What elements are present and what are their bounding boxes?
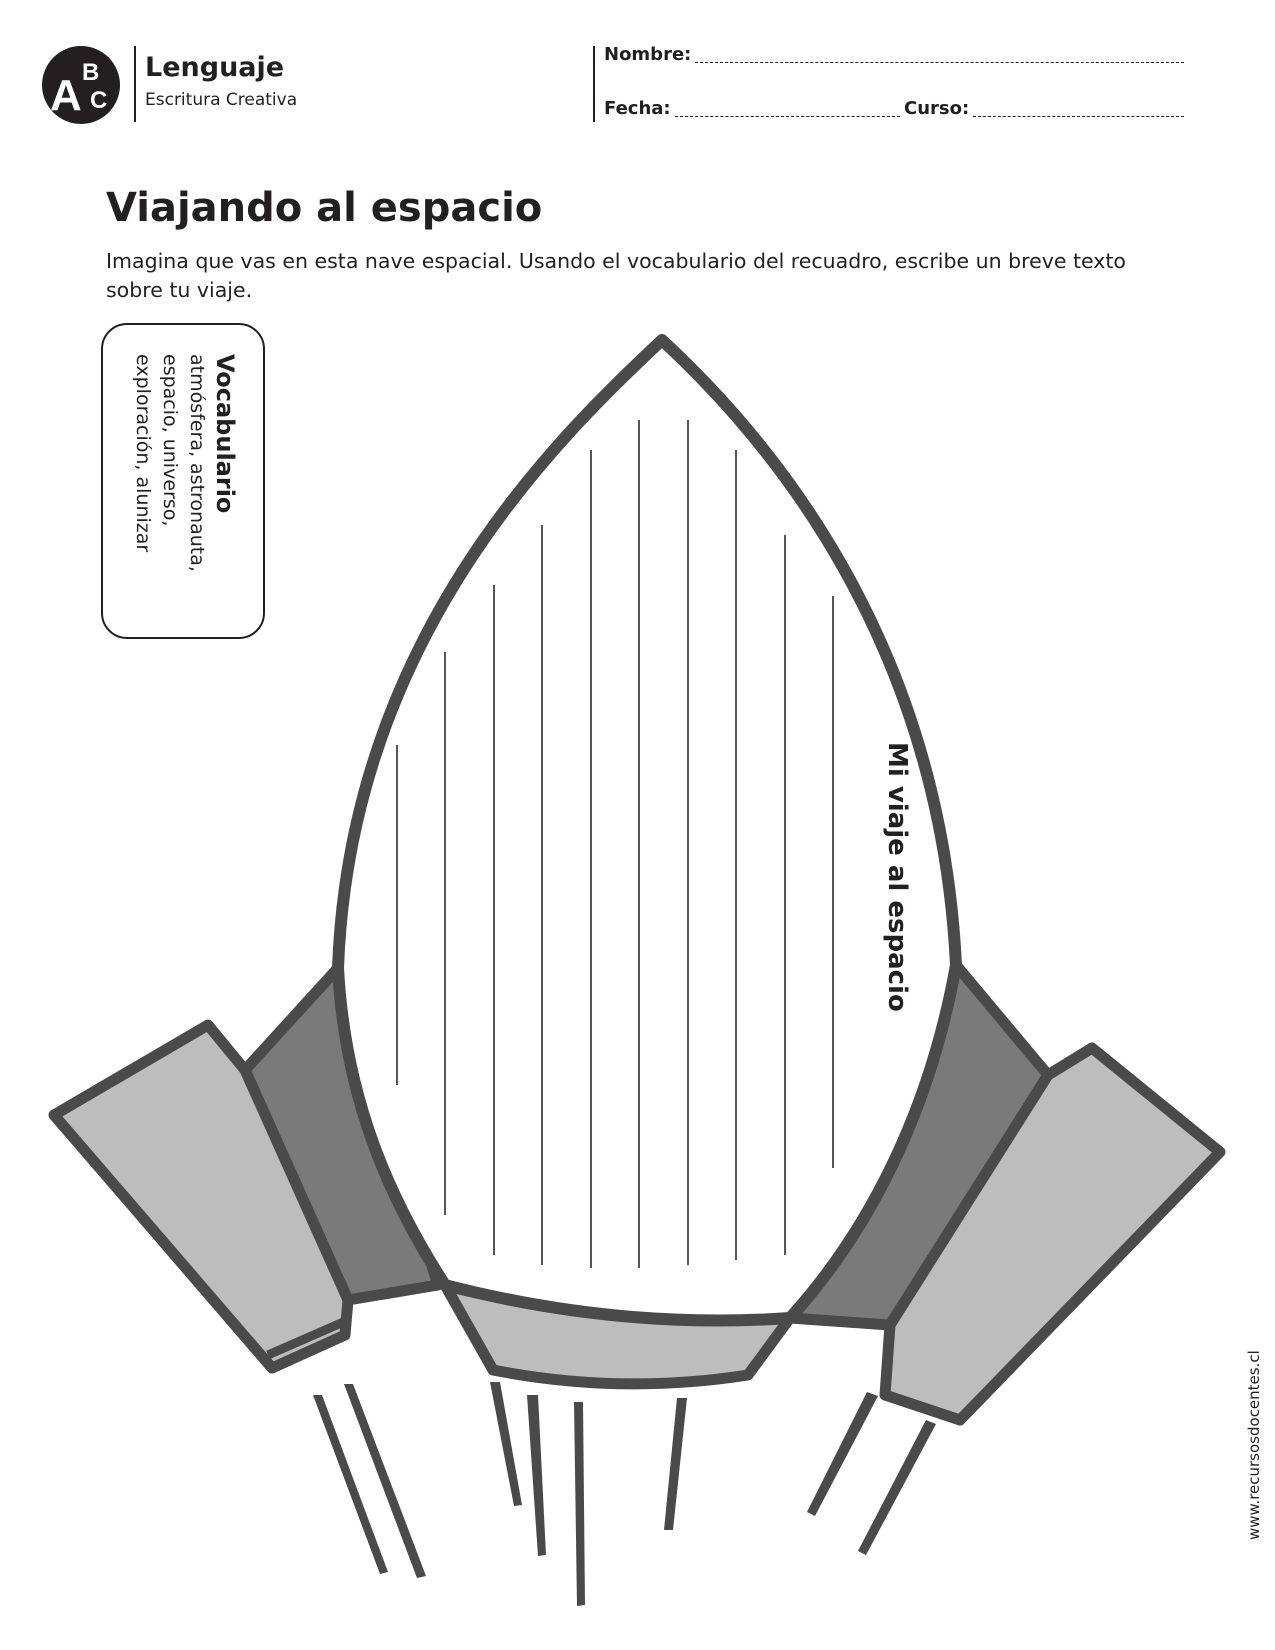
rocket-body [338,340,956,1321]
exhaust-streak [490,1382,522,1506]
exhaust-streak [313,1395,388,1574]
exhaust-streaks [313,1382,936,1606]
subject-title: Lenguaje [145,52,285,83]
logo-letter-c: C [90,87,108,114]
course-label: Curso: [904,98,970,119]
exhaust-streak [574,1402,585,1606]
exhaust-streak [344,1384,426,1578]
exhaust-streak [527,1395,546,1556]
website-url: www.recursosdocentes.cl [1245,1350,1263,1540]
exhaust-streak [858,1420,936,1555]
vocabulary-line: atmósfera, astronauta, [186,354,208,572]
instructions-text: Imagina que vas en esta nave espacial. Usando el vocabulario del recuadro, escribe un breve texto sobre tu viaje. [106,249,1126,302]
subject-subtitle: Escritura Creativa [145,90,298,110]
rocket-label: Mi viaje al espacio [882,742,912,1012]
name-label: Nombre: [604,44,692,65]
vocabulary-heading: Vocabulario [211,354,239,514]
logo-letter-a: A [50,71,82,120]
logo-letter-b: B [82,59,100,86]
vocabulary-line: exploración, alunizar [132,354,154,553]
exhaust-streak [664,1398,687,1530]
exhaust-streak [807,1392,878,1516]
page-title: Viajando al espacio [106,185,543,231]
date-label: Fecha: [604,98,671,119]
vocabulary-line: espacio, universo, [159,354,181,527]
